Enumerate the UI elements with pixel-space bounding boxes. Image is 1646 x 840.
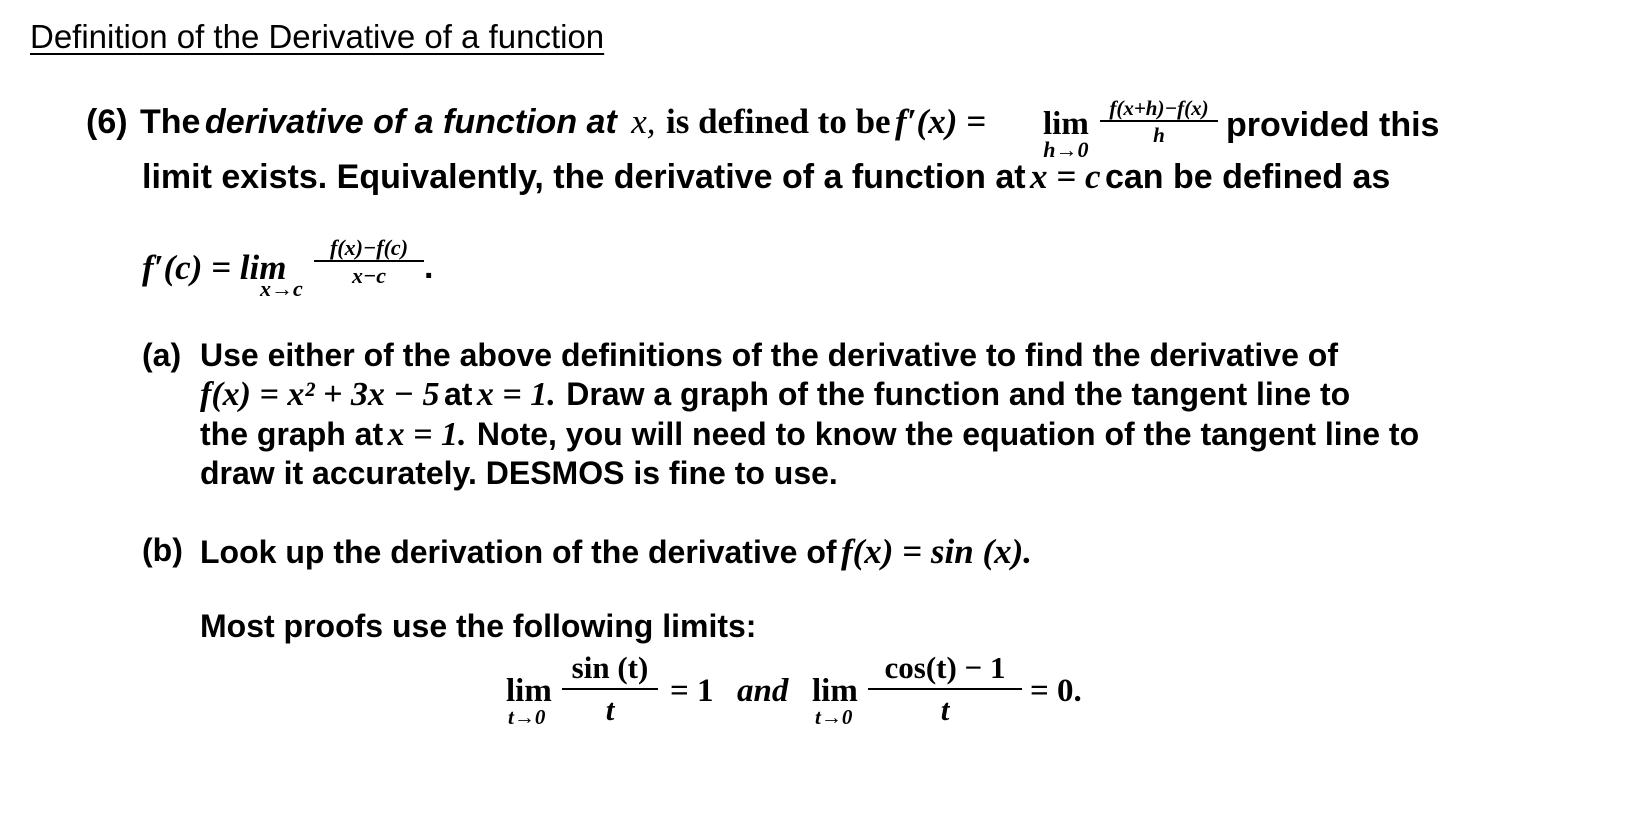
part-b-label: (b) <box>142 532 183 568</box>
problem-6-fraction <box>1100 96 1218 148</box>
limits-and: and <box>737 673 789 709</box>
problem-6-lhs: f′(x) = <box>895 102 987 141</box>
problem-6-frac-num: f(x+h)−f(x) <box>1100 96 1218 122</box>
problem-6-emphasis: derivative of a function at <box>204 103 617 141</box>
problem-6-lim: lim <box>1043 106 1089 142</box>
problem-6-line-2 <box>142 157 1390 197</box>
limit-1-equals: = 1 <box>670 673 714 709</box>
equation-2-den: x−c <box>351 263 387 288</box>
problem-6-frac-den: h <box>1153 123 1165 147</box>
part-b-proofs: Most proofs use the following limits: <box>200 608 757 644</box>
equation-2-sub: x→c <box>260 276 303 301</box>
problem-6-x-var: x, <box>631 102 656 141</box>
part-a-line-2 <box>200 376 1350 414</box>
limit-1-fraction <box>562 648 658 730</box>
limit-2-sub: t→0 <box>815 705 853 729</box>
part-a-at: at <box>443 376 473 412</box>
part-a-line-3-math: x = 1. <box>387 416 467 453</box>
limit-1-num: sin (t) <box>562 648 658 690</box>
problem-6-limit <box>1043 108 1089 160</box>
problem-6-line-1 <box>86 102 986 142</box>
problem-6-defined: is defined to be <box>665 102 891 141</box>
problem-6-the: The <box>140 103 201 141</box>
problem-6-line2-b: can be defined as <box>1104 158 1391 196</box>
part-b-line-1 <box>200 532 1032 572</box>
part-a-line-3 <box>200 416 1419 454</box>
part-a-x-eq-1: x = 1. <box>476 376 556 413</box>
problem-6-line2-a: limit exists. Equivalently, the derivative of a function at <box>142 158 1026 196</box>
part-b-function: f(x) = sin (x). <box>840 532 1032 571</box>
equation-2-end: . <box>424 248 434 286</box>
limit-2-den: t <box>940 692 950 727</box>
problem-6-line2-math: x = c <box>1030 157 1101 196</box>
limit-2-equals: = 0. <box>1030 673 1082 709</box>
limit-1-sub: t→0 <box>508 705 546 729</box>
part-a-function: f(x) = x² + 3x − 5 <box>200 376 440 413</box>
equation-2-num: f(x)−f(c) <box>314 236 424 262</box>
part-a-line-1: Use either of the above definitions of the derivative to find the derivative of <box>200 337 1338 373</box>
limit-1-lim: lim <box>506 673 552 709</box>
limit-2-num: cos(t) − 1 <box>868 648 1022 690</box>
part-a-line-2-rest: Draw a graph of the function and the tangent line to <box>566 376 1351 412</box>
part-a-line-3-rest: Note, you will need to know the equation of the tangent line to <box>476 416 1420 452</box>
part-a-line-4: draw it accurately. DESMOS is fine to use. <box>200 455 838 491</box>
page-heading: Definition of the Derivative of a function <box>30 18 605 55</box>
problem-6-provided: provided this <box>1226 106 1440 144</box>
part-b-line-1-text: Look up the derivation of the derivative of <box>200 534 837 570</box>
equation-2-fraction <box>314 236 424 290</box>
limit-2-lim: lim <box>812 673 858 709</box>
problem-6-label: (6) <box>86 103 128 141</box>
limit-2-fraction <box>868 648 1022 730</box>
part-a-label: (a) <box>142 337 182 373</box>
part-a-line-3-a: the graph at <box>200 416 384 452</box>
limit-1-den: t <box>605 692 615 727</box>
problem-6-lim-sub: h→0 <box>1043 137 1089 162</box>
equation-2-lhs: f′(c) = lim <box>142 248 287 287</box>
